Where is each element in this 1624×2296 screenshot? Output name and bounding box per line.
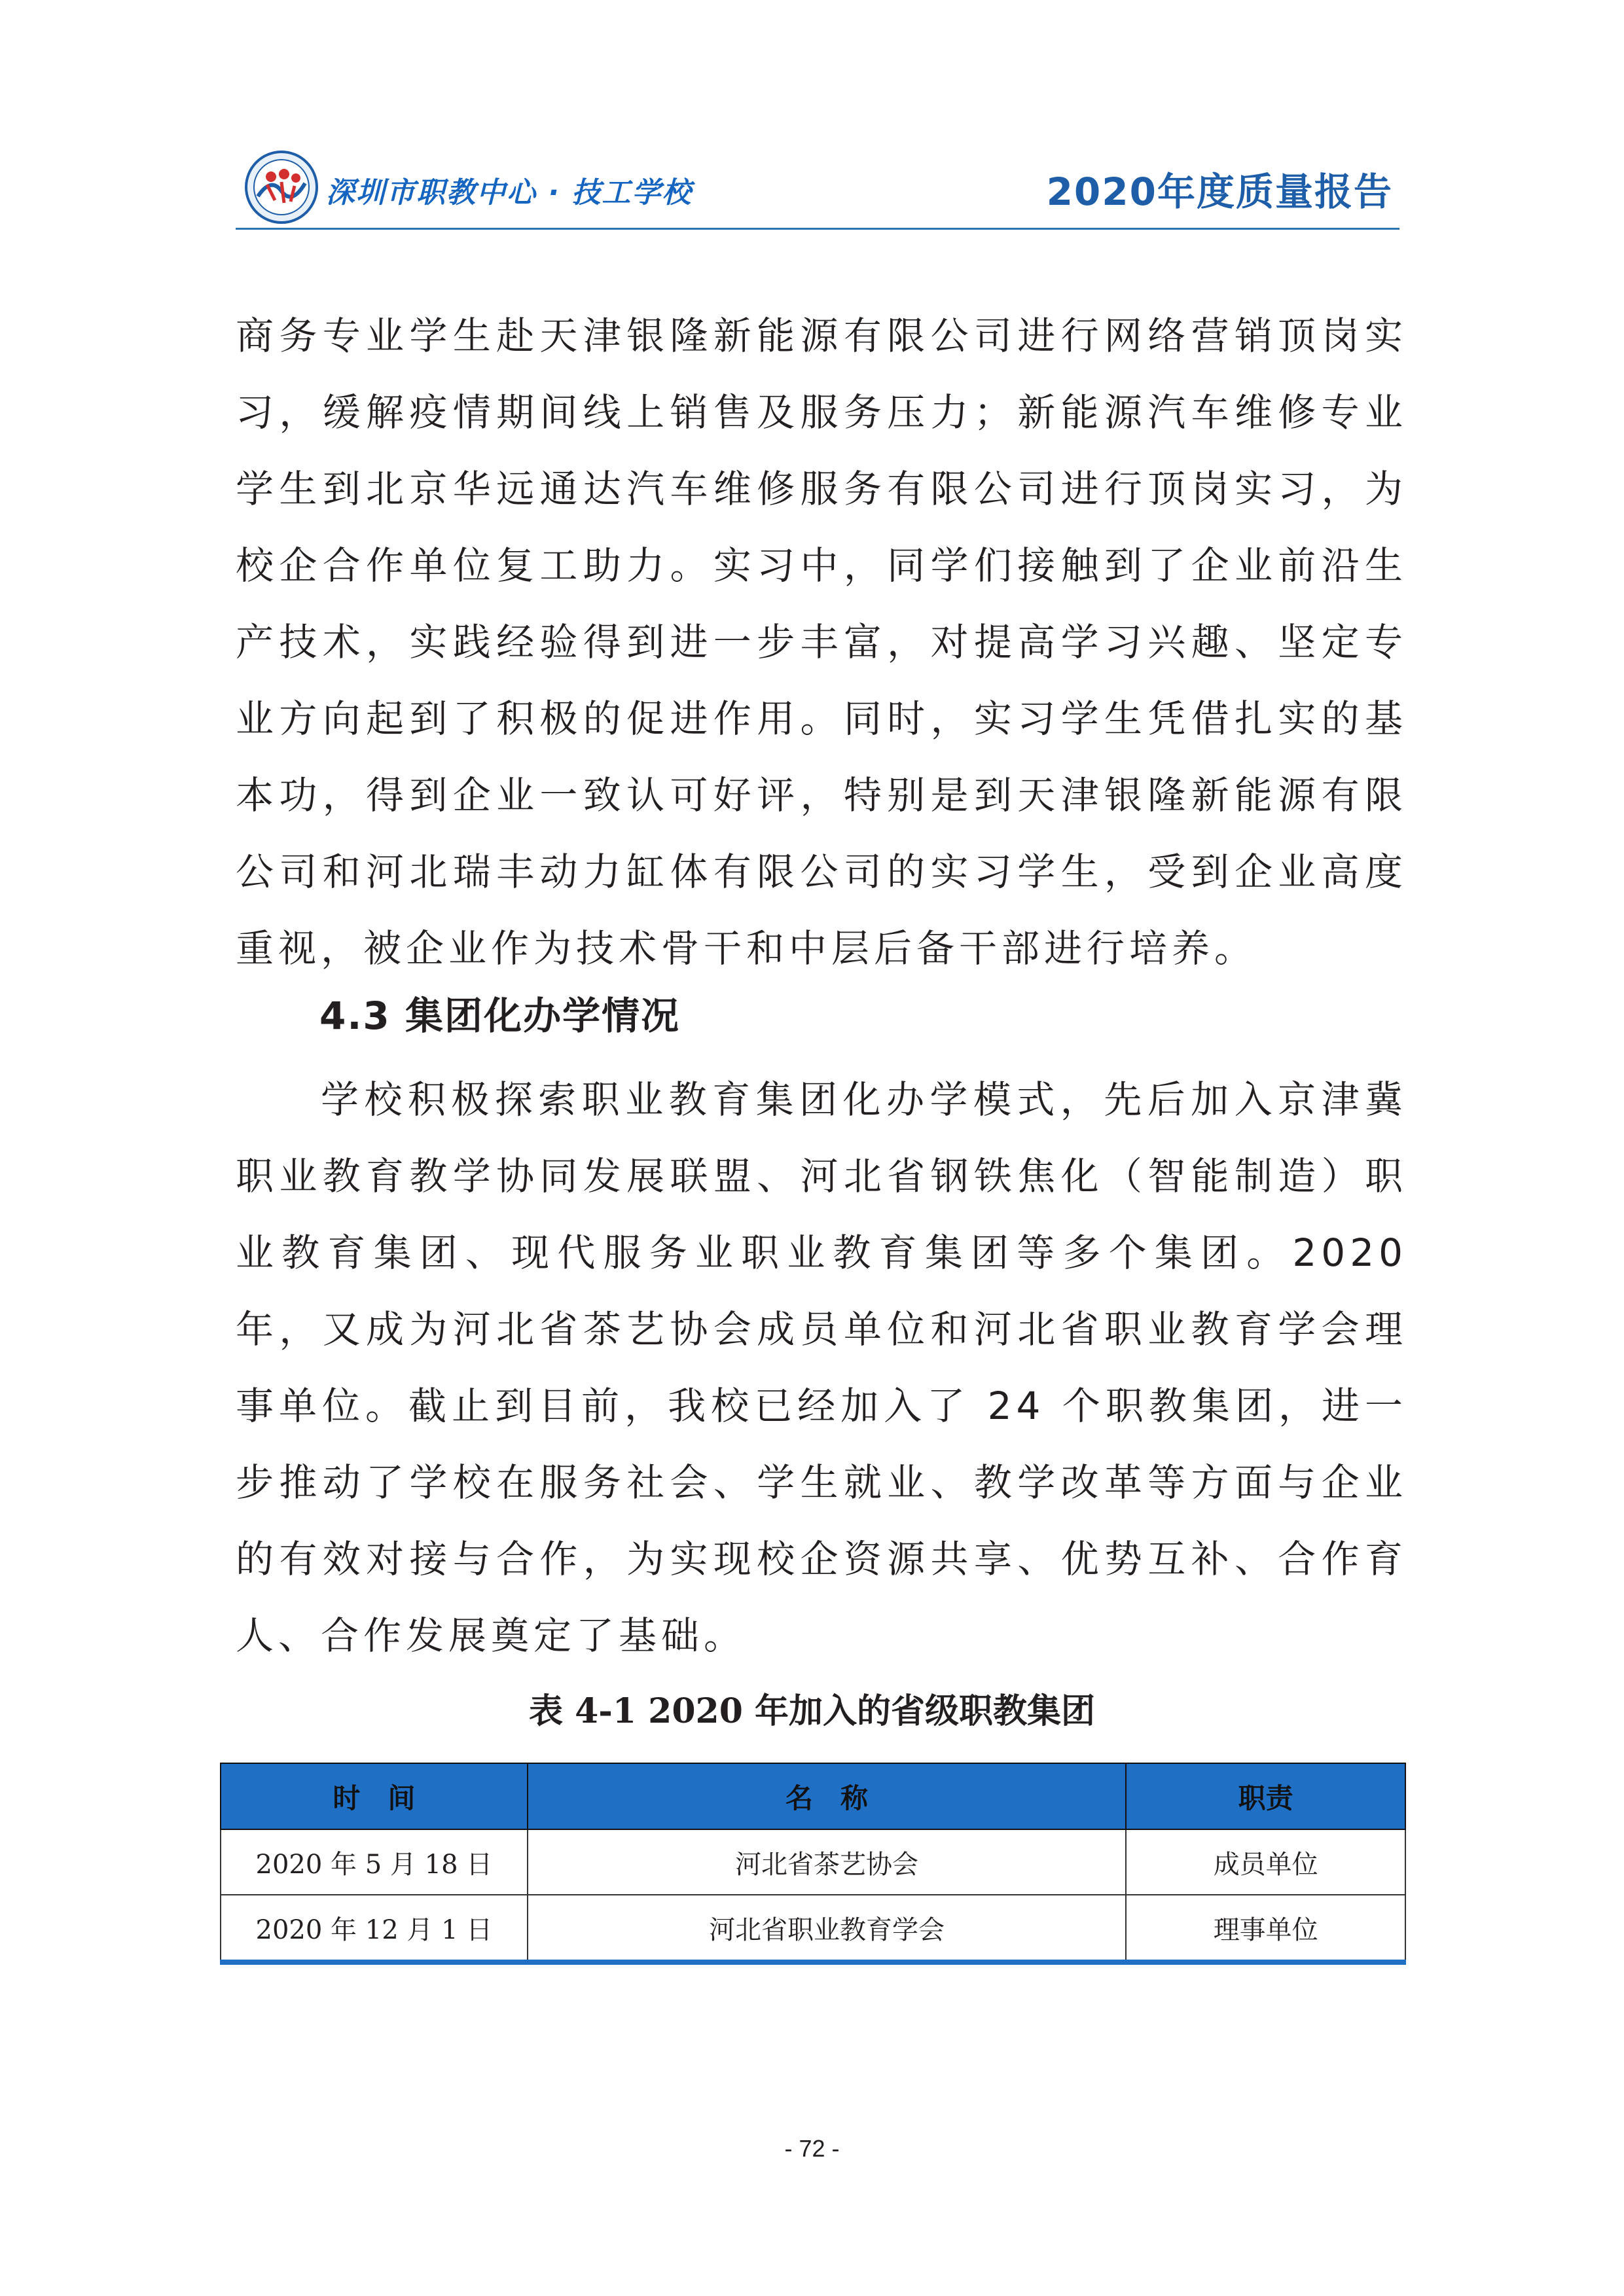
cell-time: 2020 年 5 月 18 日 [221, 1829, 528, 1895]
page-number: - 72 - [784, 2135, 840, 2162]
table-row [221, 1829, 1405, 1895]
table-header-row [221, 1763, 1405, 1829]
cell-name: 河北省职业教育学会 [528, 1895, 1127, 1962]
body-paragraph-1: 商务专业学生赴天津银隆新能源有限公司进行网络营销顶岗实习，缓解疫情期间线上销售及服务压力；新能源汽车维修专业学生到北京华远通达汽车维修服务有限公司进行顶岗实习，为校企合作单位复工助力。实习中，同学们接触到了企业前沿生产技术，实践经验得到进一步丰富，对提高学习兴趣、坚定专业方向起到了积极的促进作用。同时，实习学生凭借扎实的基本功，得到企业一致认可好评，特别是到天津银隆新能源有限公司和河北瑞丰动力缸体有限公司的实习学生，受到企业高度重视，被企业作为技术骨干和中层后备干部进行培养。 [236, 314, 1407, 971]
body-paragraph-2: 学校积极探索职业教育集团化办学模式，先后加入京津冀职业教育教学协同发展联盟、河北省钢铁焦化（智能制造）职业教育集团、现代服务业职业教育集团等多个集团。2020 年，又成为河北省茶艺协会成员单位和河北省职业教育学会理事单位。截止到目前，我校已经加入了 24 个职教集团，进一步推动了学校在服务社会、学生就业、教学改革等方面与企业的有效对接与合作，为实现校企资源共享、优势互补、合作育人、合作发展奠定了基础。 [236, 1077, 1407, 1658]
cell-time: 2020 年 12 月 1 日 [221, 1895, 528, 1962]
school-logo-icon [245, 151, 318, 224]
vocational-groups-table [220, 1763, 1406, 1965]
header-role: 职责 [1126, 1763, 1405, 1829]
table-caption: 表 4-1 2020 年加入的省级职教集团 [529, 1691, 1095, 1731]
header-time: 时 间 [221, 1763, 528, 1829]
cell-role: 理事单位 [1126, 1895, 1405, 1962]
cell-role: 成员单位 [1126, 1829, 1405, 1895]
page-header [236, 143, 1399, 230]
section-heading: 4.3 集团化办学情况 [319, 994, 680, 1038]
school-name: 深圳市职教中心 · 技工学校 [326, 176, 693, 209]
table-row [221, 1895, 1405, 1962]
header-name: 名 称 [528, 1763, 1127, 1829]
cell-name: 河北省茶艺协会 [528, 1829, 1127, 1895]
report-title: 2020年度质量报告 [1046, 170, 1393, 214]
